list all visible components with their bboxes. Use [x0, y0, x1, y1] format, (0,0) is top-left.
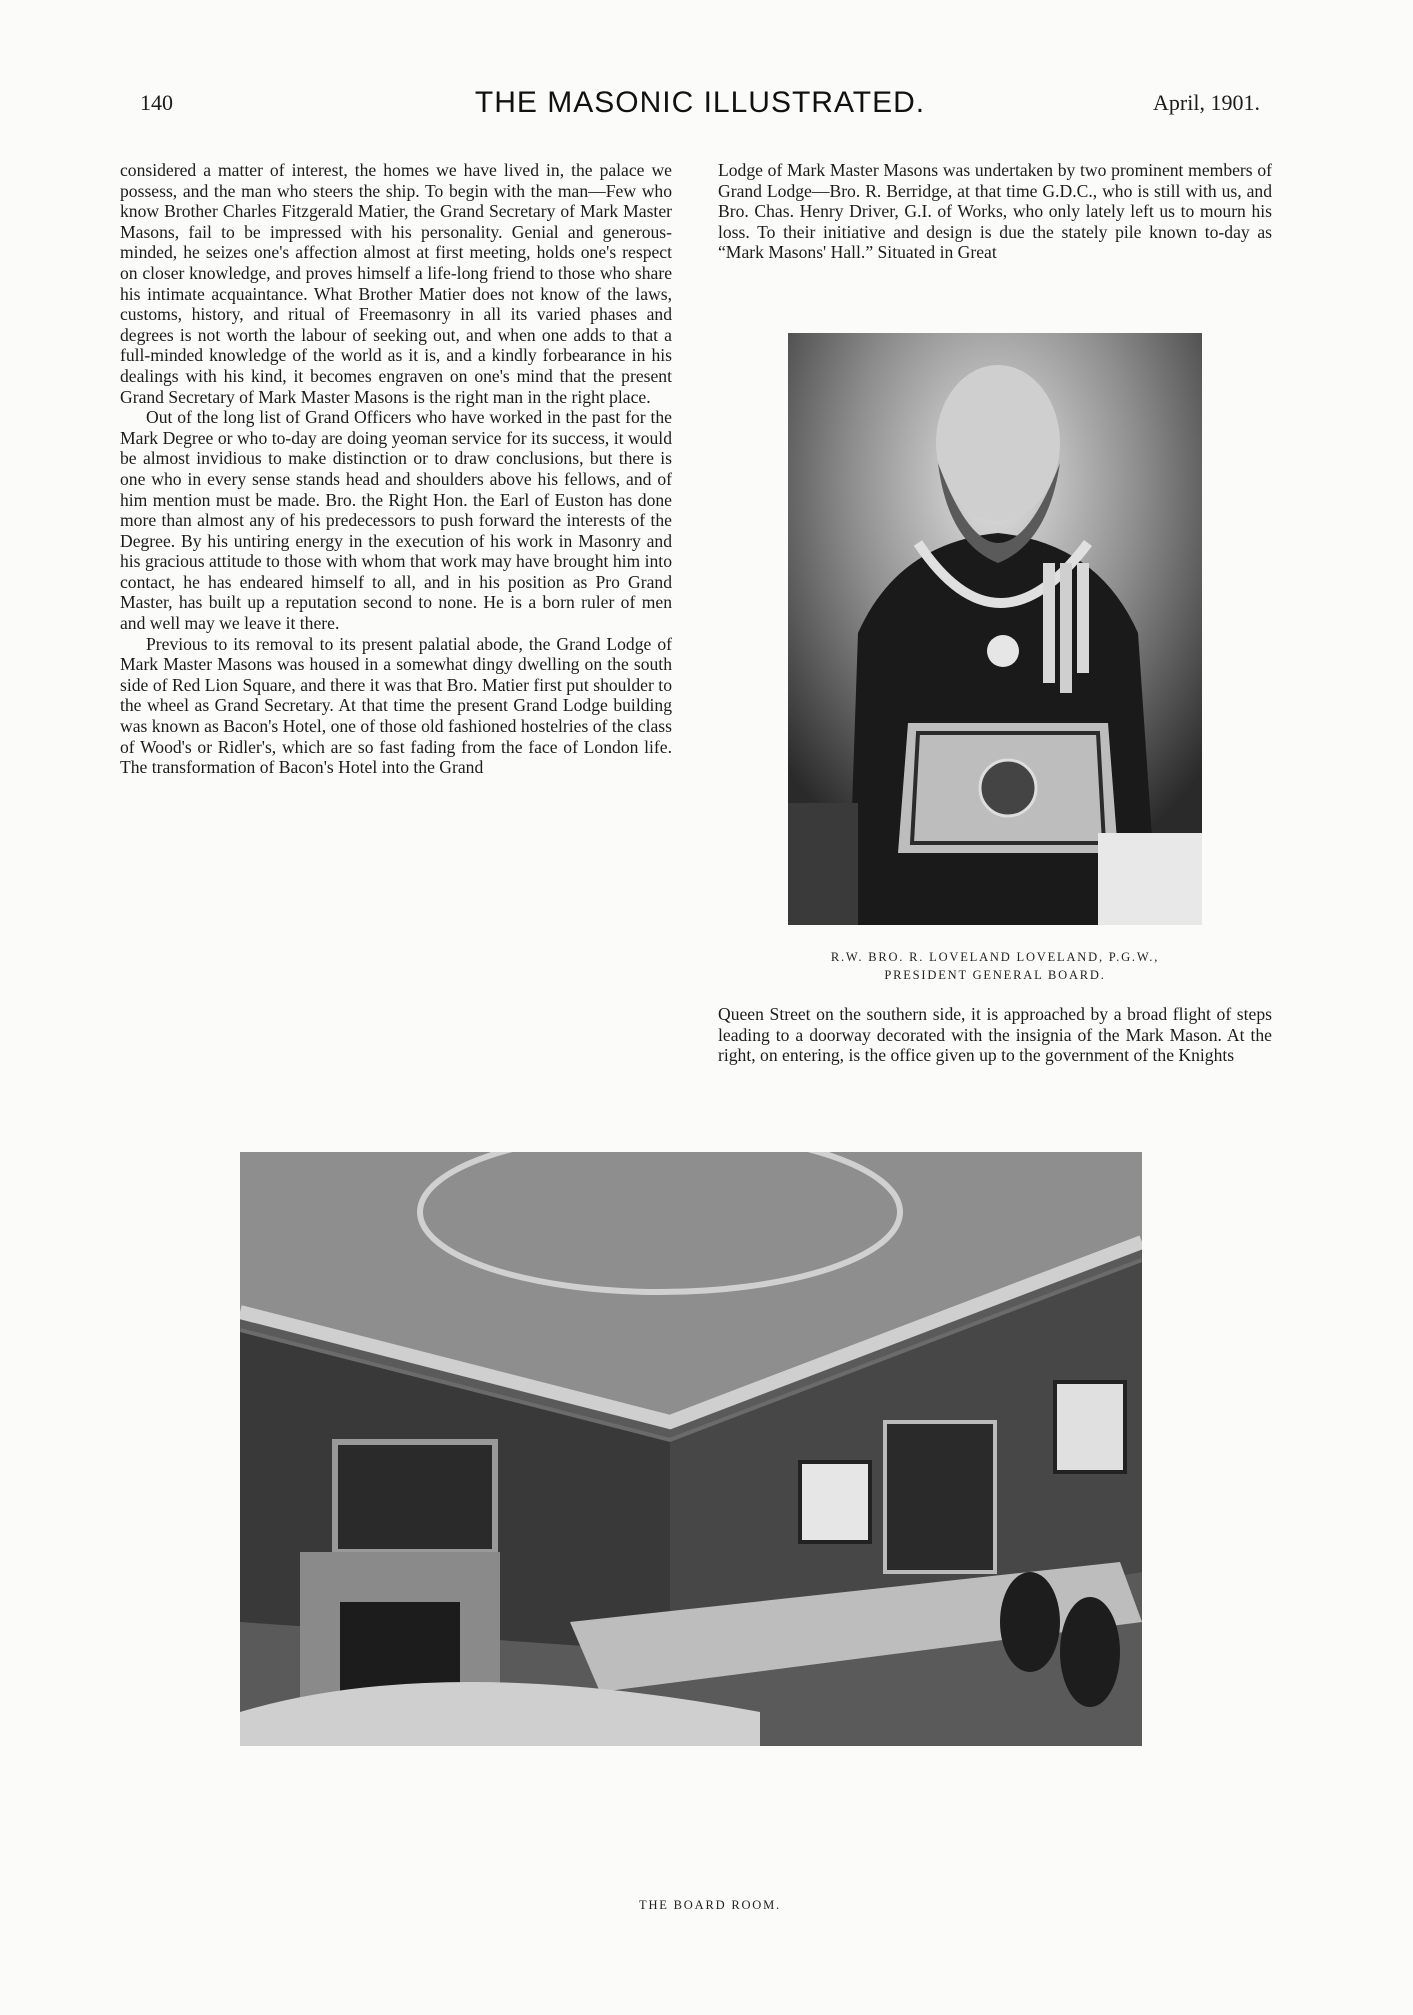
page-header	[140, 86, 1260, 126]
right-column-top	[718, 160, 1272, 263]
paragraph: Previous to its removal to its present palatial abode, the Grand Lodge of Mark Master Masons was housed in a somewhat dingy dwelling on the south side of Red Lion Square, and there it was that Bro. Matier first put shoulder to the wheel as Grand Secretary. At that time the present Grand Lodge building was known as Bacon's Hotel, one of those old fashioned hostelries of the class of Wood's or Ridler's, which are so fast fading from the face of London life. The transformation of Bacon's Hotel into the Grand	[120, 633, 672, 778]
masthead-title: THE MASONIC ILLUSTRATED.	[474, 86, 926, 119]
portrait-figure-illustration	[788, 333, 1202, 925]
board-room-illustration	[240, 1152, 1142, 1746]
board-room-photo	[240, 1152, 1142, 1746]
portrait-caption-line: PRESIDENT GENERAL BOARD.	[884, 968, 1106, 982]
paragraph: Queen Street on the southern side, it is approached by a broad flight of steps leading to a doorway decorated with the insignia of the Mark Mason. At the right, on entering, is the office given up to the government of the Knights	[718, 1004, 1272, 1066]
paragraph: considered a matter of interest, the homes we have lived in, the palace we possess, and the man who steers the ship. To begin with the man—Few who know Brother Charles Fitzgerald Matier, the Grand Secretary of Mark Master Masons, fail to be impressed with his personality. Genial and generous-minded, he seizes one's affection almost at first meeting, holds one's respect on closer knowledge, and proves himself a life-long friend to those who share his intimate acquaintance. What Brother Matier does not know of the laws, customs, history, and ritual of Freemasonry in all its varied phases and degrees is not worth the labour of seeking out, and when one adds to that a full-minded knowledge of the world as it is, and a kindly forbearance in his dealings with his kind, it becomes engraven on one's mind that the present Grand Secretary of Mark Master Masons is the right man in the right place.	[120, 160, 672, 407]
issue-date: April, 1901.	[1153, 90, 1260, 115]
portrait-caption	[760, 948, 1230, 984]
portrait-photo	[788, 333, 1202, 925]
left-column	[120, 160, 672, 778]
right-column-bottom	[718, 1004, 1272, 1066]
paragraph: Out of the long list of Grand Officers who have worked in the past for the Mark Degree or who to-day are doing yeoman service for its success, it would be almost invidious to make distinction or to draw conclusions, but there is one who in every sense stands head and shoulders above his fellows, and of him mention must be made. Bro. the Right Hon. the Earl of Euston has done more than almost any of his predecessors to push forward the interests of the Degree. By his untiring energy in the execution of his work in Masonry and his gracious attitude to those with whom that work may have brought him into contact, he has endeared himself to all, and in his position as Pro Grand Master, has built up a reputation second to none. He is a born ruler of men and well may we leave it there.	[120, 407, 672, 634]
page-number: 140	[140, 90, 173, 115]
board-room-caption: THE BOARD ROOM.	[639, 1898, 781, 1912]
portrait-caption-line: R.W. BRO. R. LOVELAND LOVELAND, P.G.W.,	[830, 950, 1160, 964]
paragraph: Lodge of Mark Master Masons was undertaken by two prominent members of Grand Lodge—Bro. R. Berridge, at that time G.D.C., who is still with us, and Bro. Chas. Henry Driver, G.I. of Works, who only lately left us to mourn his loss. To their initiative and design is due the stately pile known to-day as “Mark Masons' Hall.” Situated in Great	[718, 160, 1272, 263]
